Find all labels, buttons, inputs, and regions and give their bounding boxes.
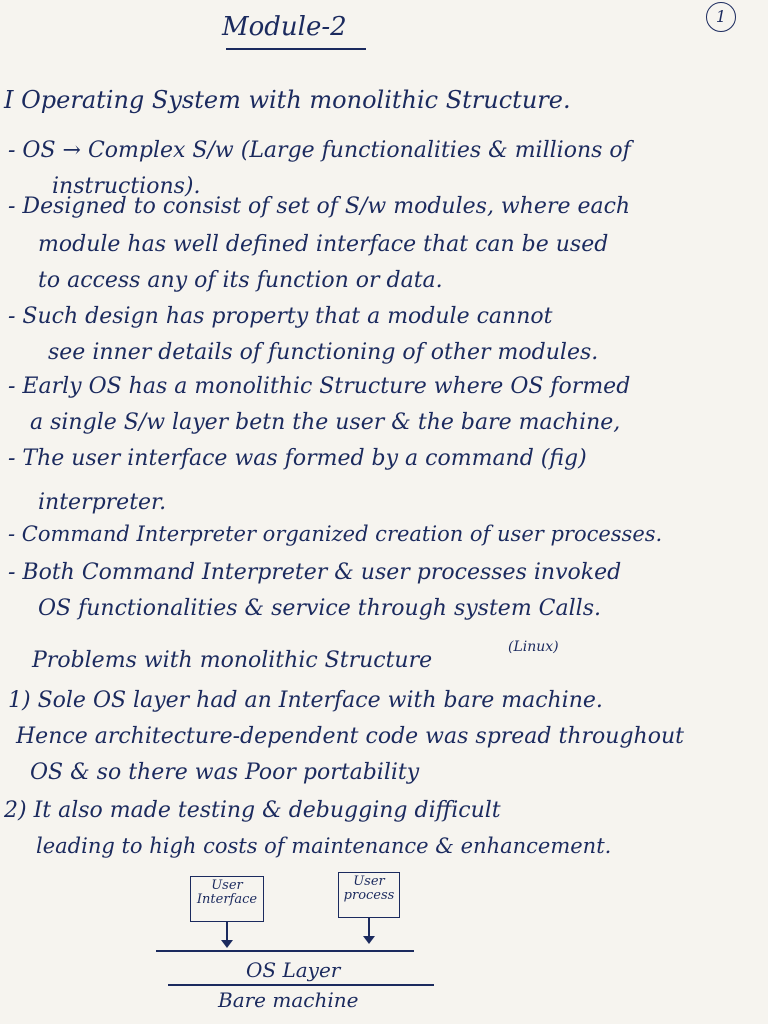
heading-problems: Problems with monolithic Structure (32, 648, 433, 673)
bare-machine-label: Bare machine (218, 988, 359, 1012)
arrow-from-user-interface (226, 922, 228, 946)
note-line-11: interpreter. (38, 490, 167, 515)
note-line-4: module has well defined interface that can be used (38, 232, 609, 257)
heading-monolithic-structure: I Operating System with monolithic Structure. (4, 86, 571, 114)
note-line-3: - Designed to consist of set of S/w modules, where each (8, 194, 631, 219)
note-line-8: - Early OS has a monolithic Structure where OS formed (8, 374, 631, 399)
problem-line-2: Hence architecture-dependent code was spread throughout (16, 724, 684, 749)
problem-line-3: OS & so there was Poor portability (30, 760, 420, 785)
note-line-7: see inner details of functioning of other modules. (48, 340, 599, 365)
arrow-from-user-process (368, 918, 370, 942)
os-layer-label: OS Layer (246, 958, 341, 982)
problem-line-4: 2) It also made testing & debugging difficult (4, 798, 501, 823)
os-layer-bottom-line (168, 984, 434, 986)
os-layer-top-line (156, 950, 414, 952)
note-line-14: OS functionalities & service through system Calls. (38, 596, 601, 621)
heading-problems-note: (Linux) (508, 639, 559, 655)
note-line-5: to access any of its function or data. (38, 268, 443, 293)
title-underline (226, 48, 366, 50)
user-interface-box: User Interface (190, 876, 264, 922)
note-line-13: - Both Command Interpreter & user processes invoked (8, 560, 622, 585)
note-line-12: - Command Interpreter organized creation of user processes. (8, 522, 663, 546)
page-title: Module-2 (222, 12, 347, 42)
problem-line-1: 1) Sole OS layer had an Interface with bare machine. (8, 688, 603, 713)
note-line-10: - The user interface was formed by a command (fig) (8, 446, 587, 471)
problem-line-5: leading to high costs of maintenance & enhancement. (36, 834, 612, 858)
note-line-2: instructions). (52, 174, 201, 199)
note-line-9: a single S/w layer betn the user & the bare machine, (30, 410, 621, 435)
page-number: 1 (706, 2, 736, 32)
note-line-1: - OS → Complex S/w (Large functionalities & millions of (8, 138, 631, 163)
note-line-6: - Such design has property that a module cannot (8, 304, 553, 329)
user-process-box: User process (338, 872, 400, 918)
